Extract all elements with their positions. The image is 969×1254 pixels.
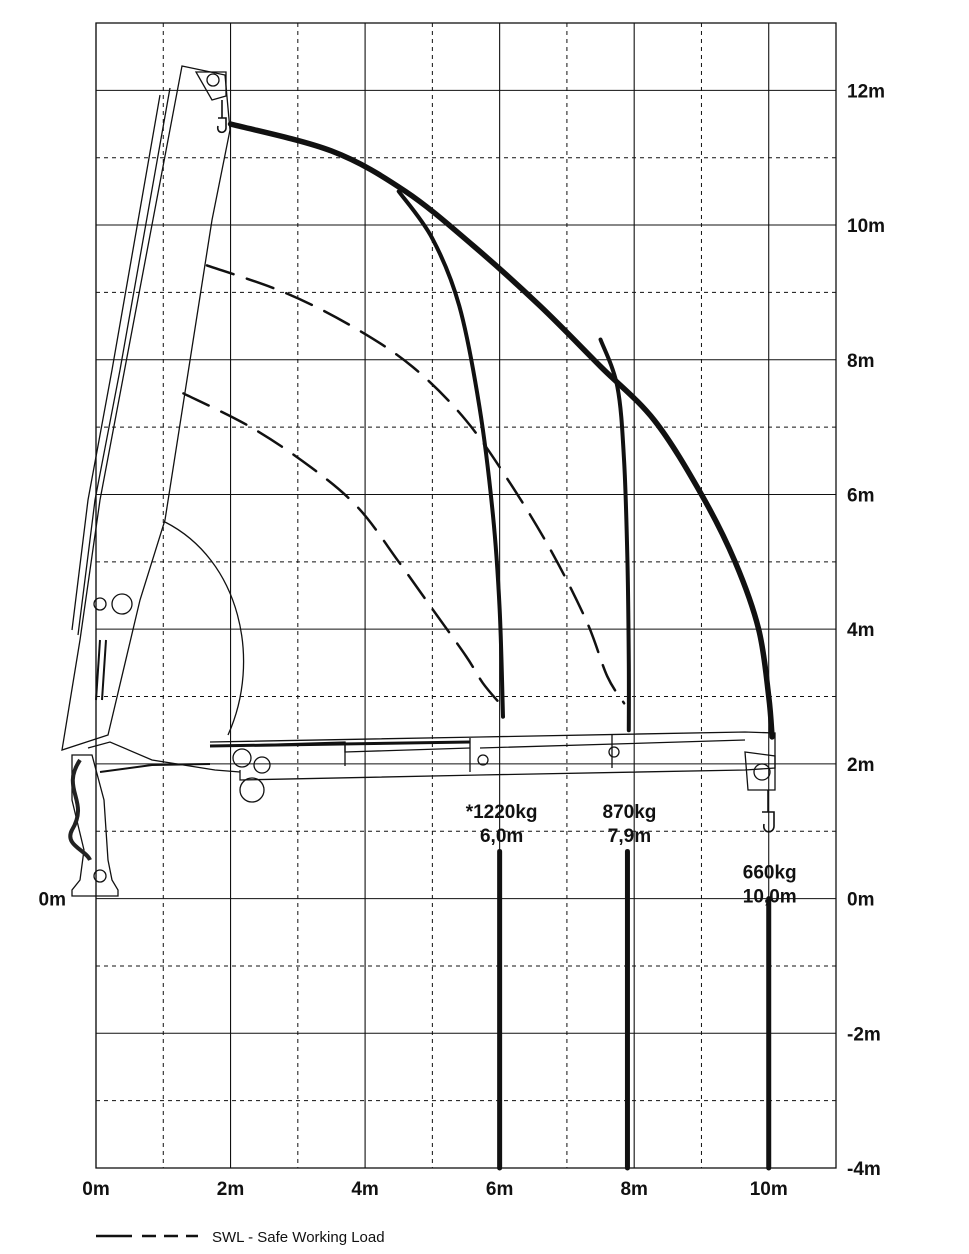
rotator-1 [240, 778, 264, 802]
legend-label: SWL - Safe Working Load [212, 1229, 385, 1246]
link-arm [100, 764, 210, 772]
crane-column-hoses [70, 760, 90, 860]
mid-marker-2 [609, 747, 619, 757]
y-tick-label: 6m [847, 485, 875, 507]
x-tick-label: 4m [351, 1179, 379, 1200]
load-weight-label: 870kg [602, 802, 657, 824]
envelope-solid-1 [399, 191, 503, 716]
y-tick-label: 2m [847, 754, 875, 776]
load-envelopes [183, 124, 772, 737]
plot-frame [96, 23, 836, 1168]
slew-arc [165, 522, 244, 735]
load-reach-label: 7,9m [607, 826, 652, 848]
rotator-3 [254, 757, 270, 773]
tip-hook [762, 790, 774, 832]
raised-tip-sheave [207, 74, 219, 86]
grid [96, 23, 836, 1168]
envelope-dashed-3 [207, 265, 624, 703]
boom-cylinder [96, 640, 106, 700]
y-tick-label: 0m [847, 889, 875, 911]
knuckle-pivot [112, 594, 132, 614]
y-tick-label: 8m [847, 350, 875, 372]
crane-base [72, 755, 118, 896]
load-weight-label: *1220kg [465, 802, 538, 824]
x-tick-label: 6m [485, 1179, 514, 1200]
x-tick-label: 10m [749, 1179, 788, 1200]
y-tick-label: -4m [847, 1159, 881, 1180]
x-tick-label: 0m [82, 1179, 110, 1200]
load-labels [466, 802, 797, 908]
extension-stage-2 [345, 734, 612, 772]
extension-hose [210, 742, 470, 746]
main-boom-edge [72, 95, 160, 630]
load-weight-label: 660kg [742, 862, 797, 884]
y-tick-label: -2m [847, 1024, 881, 1046]
load-reach-label: 10,0m [742, 886, 797, 908]
axis-ticks [39, 81, 886, 1200]
tip-sheave [754, 764, 770, 780]
y-tick-label: 10m [847, 216, 886, 238]
y-tick-label: 12m [847, 81, 886, 103]
load-reach-label: 6,0m [479, 826, 524, 848]
raised-hook [218, 100, 226, 132]
y-tick-label: 4m [847, 620, 875, 642]
legend [96, 1229, 385, 1246]
y-tick-label-left: 0m [38, 889, 66, 911]
crane-drawing [62, 66, 775, 896]
extension-boom [210, 732, 775, 780]
x-tick-label: 8m [620, 1179, 648, 1200]
x-tick-label: 2m [216, 1179, 245, 1200]
main-boom-outer [62, 66, 230, 750]
